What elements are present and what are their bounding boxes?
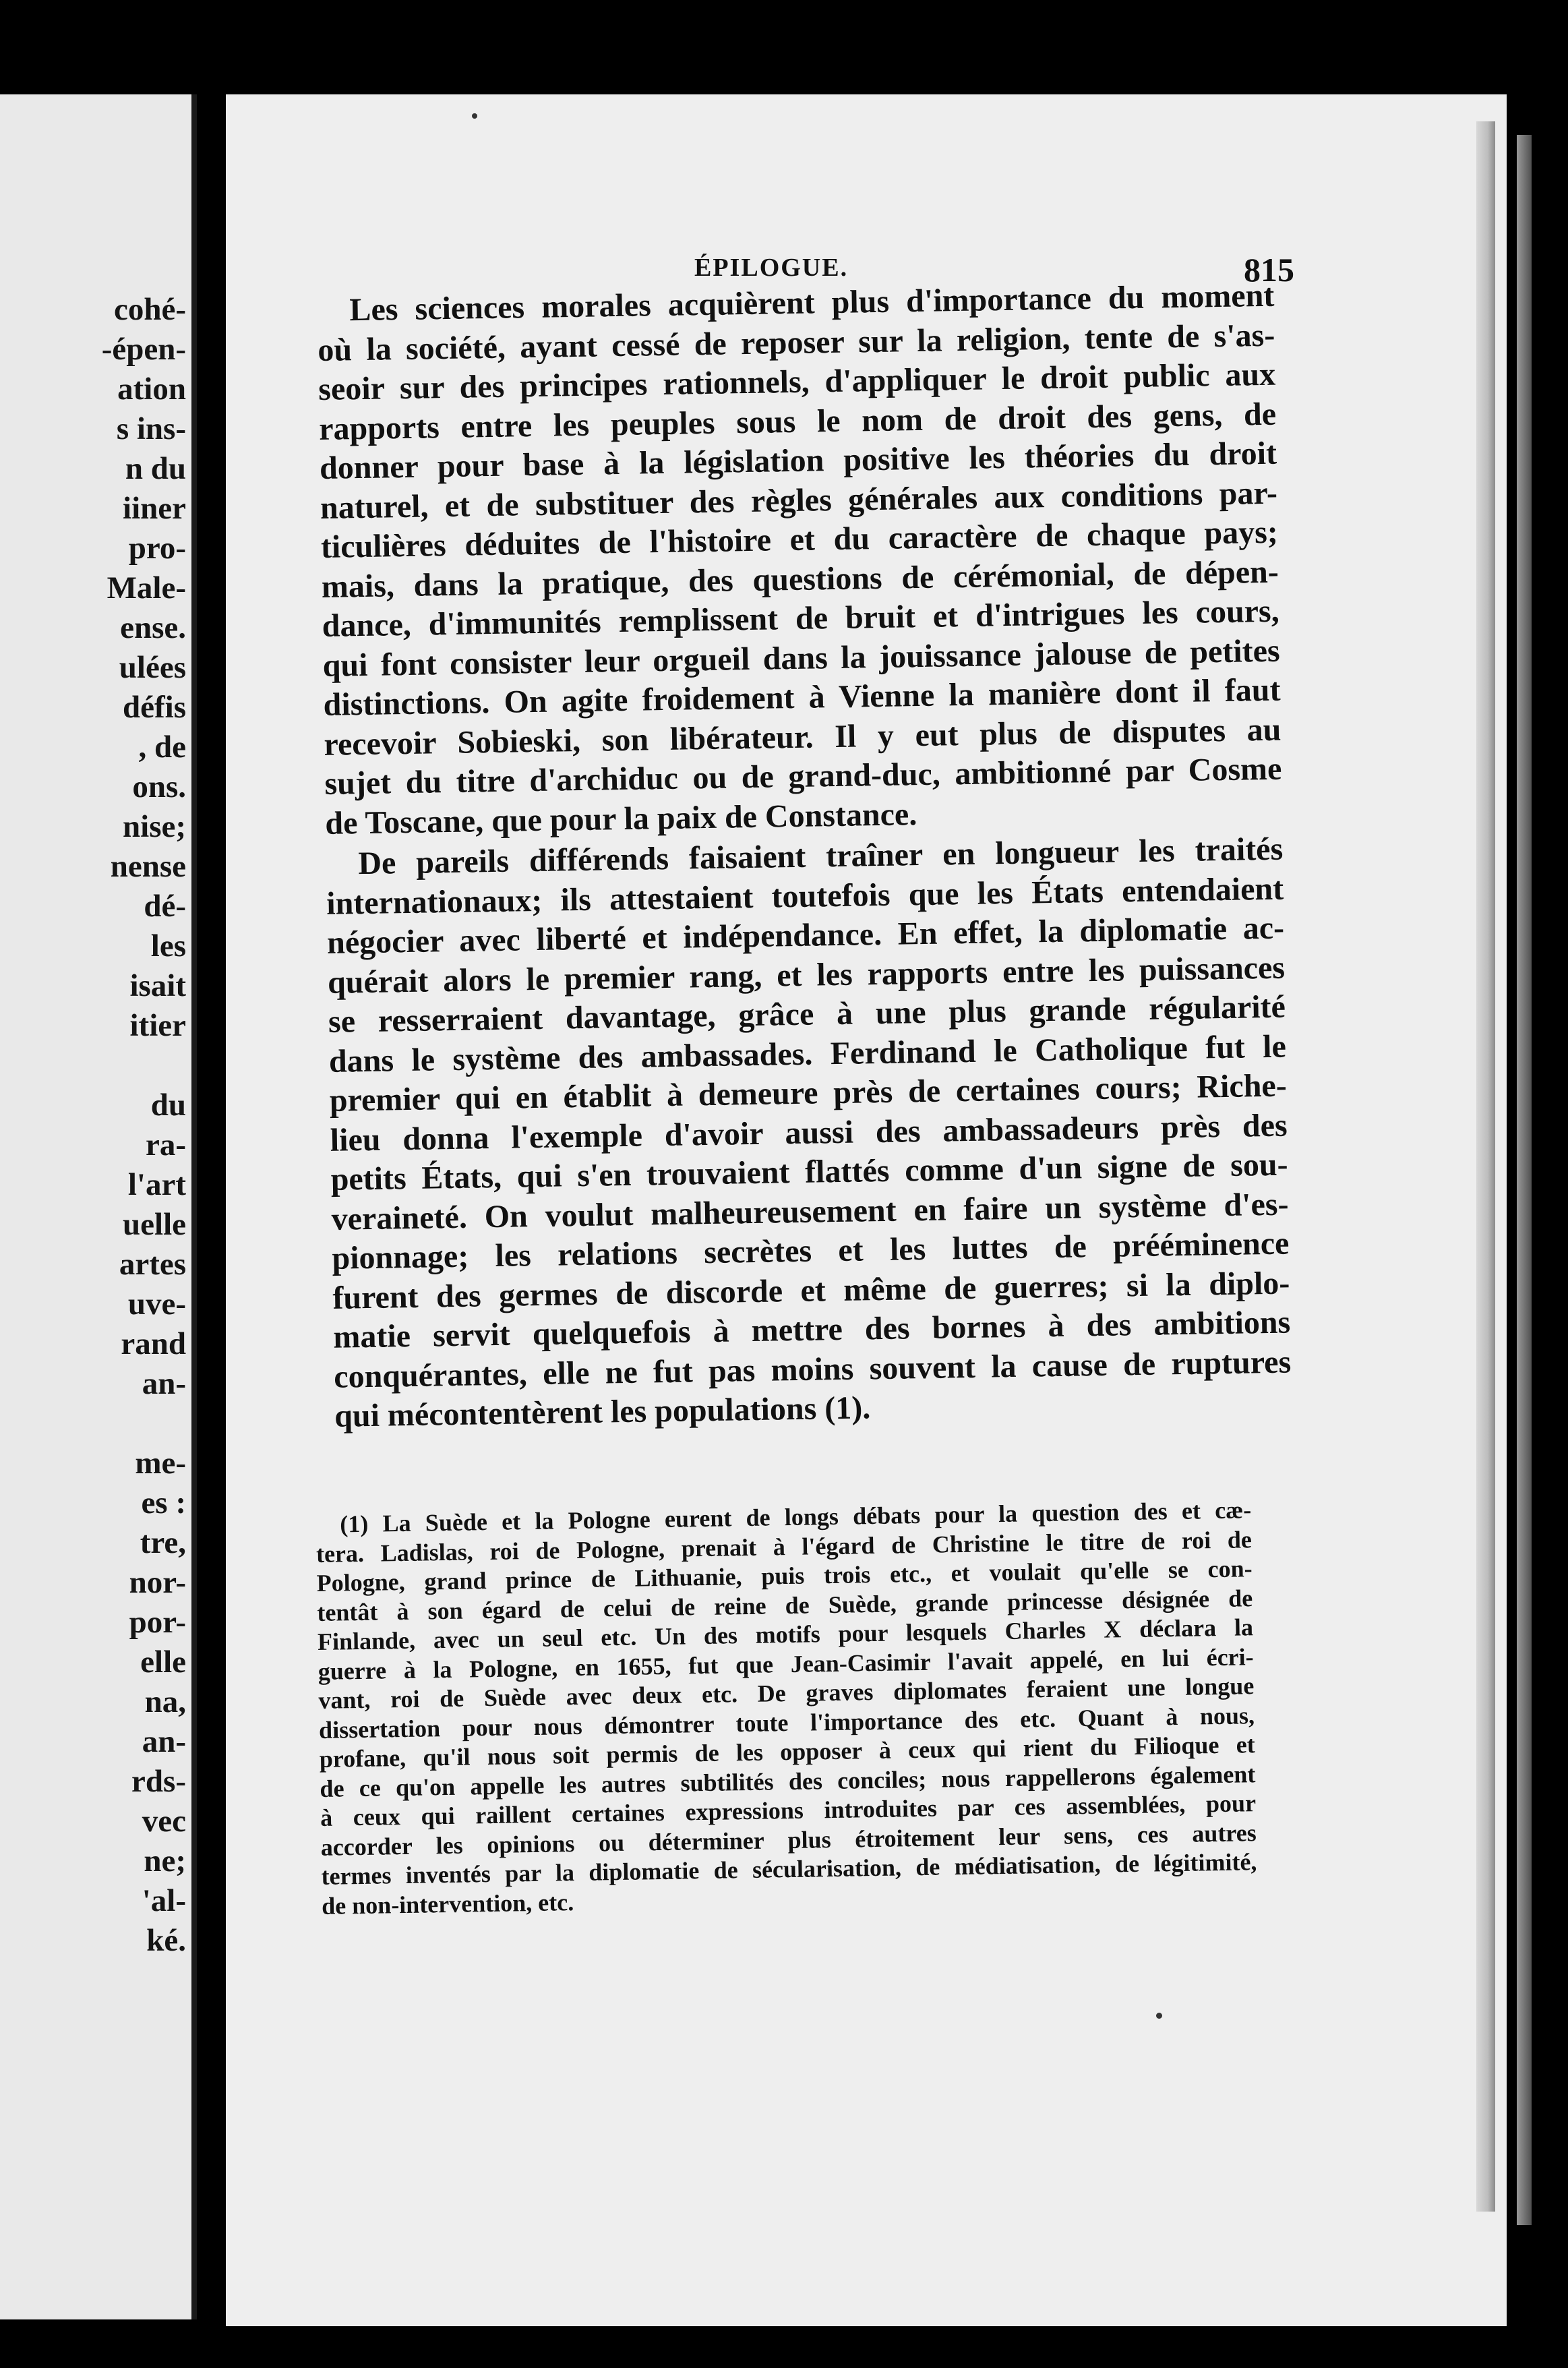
footnote-line: accorder les opinions ou déterminer plus étroitement leur sens, ces autres <box>320 1818 1257 1861</box>
speck <box>472 113 477 119</box>
left-page-line: n du <box>125 451 186 486</box>
text-line: rapports entre les peuples sous le nom de droit des gens, de <box>318 396 1277 447</box>
left-page-line: isait <box>129 968 186 1003</box>
footnote-line: Pologne, grand prince de Lithuanie, puis trois etc., et voulait qu'elle se con- <box>316 1555 1253 1597</box>
left-page-fragments <box>0 290 186 1961</box>
footnote-line: Finlande, avec un seul etc. Un des motifs pour lesquels Charles X déclara la <box>317 1614 1254 1655</box>
left-page-line: elle <box>140 1645 186 1680</box>
left-page-line: pro- <box>128 531 186 566</box>
left-page-line: an- <box>142 1366 186 1401</box>
footnote-line: vant, roi de Suède avec deux etc. De graves diplomates feraient une longue <box>318 1672 1255 1714</box>
left-page-line: , de <box>138 730 186 765</box>
left-page-line: an- <box>142 1724 186 1759</box>
left-page-line <box>0 1046 186 1086</box>
left-page-line: vec <box>142 1804 186 1839</box>
text-line: dans le système des ambassades. Ferdinand le Catholique fut le <box>328 1028 1287 1079</box>
left-page-line: itier <box>129 1008 186 1043</box>
left-page-line: nense <box>110 849 186 884</box>
left-page-line: uve- <box>127 1286 186 1322</box>
left-page-line: por- <box>129 1605 186 1640</box>
text-line: dance, d'immunités remplissent de bruit et d'intrigues les cours, <box>322 593 1280 644</box>
text-line: négocier avec liberté et indépendance. En effet, la diplomatie ac- <box>326 910 1285 961</box>
left-page-line: ulées <box>119 650 186 685</box>
footnote-line: tera. Ladislas, roi de Pologne, prenait à l'égard de Christine le titre de roi de <box>315 1525 1253 1568</box>
text-line: petits États, qui s'en trouvaient flattés comme d'un signe de sou- <box>330 1146 1288 1197</box>
page-number: 815 <box>1244 251 1294 289</box>
text-line: quérait alors le premier rang, et les rapports entre les puissances <box>327 949 1286 1001</box>
text-line: conquérantes, elle ne fut pas moins souvent la cause de ruptures <box>333 1344 1292 1395</box>
footnote-line: termes inventés par la diplomatie de sécularisation, de médiatisation, de légitimité, <box>321 1848 1257 1890</box>
left-page-line: du <box>150 1088 186 1123</box>
footnote <box>315 1496 1257 1921</box>
speck <box>1156 2013 1162 2019</box>
footnote-line: profane, qu'il nous soit permis de les opposer à ceux qui rient du Filioque et <box>319 1731 1255 1773</box>
text-line: mais, dans la pratique, des questions de cérémonial, de dépen- <box>321 554 1279 605</box>
footnote-line: dissertation pour nous démontrer toute l'importance des etc. Quant à nous, <box>318 1701 1255 1744</box>
left-page-line: tre, <box>140 1525 186 1560</box>
text-line: distinctions. On agite froidement à Vienne la manière dont il faut <box>323 672 1281 723</box>
footnote-line: tentât à son égard de celui de reine de Suède, grande princesse désignée de <box>317 1584 1253 1626</box>
main-text <box>317 276 1292 1437</box>
text-line: où la société, ayant cessé de reposer sur la religion, tente de s'as- <box>317 317 1275 368</box>
left-page-line: ense. <box>120 610 186 645</box>
text-line: ticulières déduites de l'histoire et du caractère de chaque pays; <box>320 514 1279 565</box>
left-page-line: artes <box>119 1247 186 1282</box>
footnote-line: de non-intervention, etc. <box>321 1888 574 1920</box>
text-line: internationaux; ils attestaient toutefois que les États entendaient <box>326 870 1284 922</box>
left-page-line: 'al- <box>142 1883 186 1918</box>
footnote-line: (1) La Suède et la Pologne eurent de longs débats pour la question des et cæ- <box>340 1496 1252 1538</box>
text-line: veraineté. On voulut malheureusement en faire un système d'es- <box>331 1186 1289 1237</box>
text-line: seoir sur des principes rationnels, d'appliquer le droit public aux <box>318 356 1276 407</box>
text-line: pionnage; les relations secrètes et les luttes de prééminence <box>332 1225 1290 1276</box>
left-page-line: rds- <box>131 1764 186 1799</box>
left-page-line: ation <box>117 372 186 407</box>
left-page-line: es : <box>141 1485 186 1520</box>
left-page-line: ké. <box>146 1923 186 1958</box>
text-line: lieu donna l'exemple d'avoir aussi des ambassadeurs près des <box>330 1107 1288 1158</box>
left-page-gutter <box>191 94 197 2319</box>
left-page-line: -épen- <box>101 332 186 367</box>
left-page-line: iiner <box>123 491 186 526</box>
left-page-line: dé- <box>144 889 186 924</box>
text-line: matie servit quelquefois à mettre des bornes à des ambitions <box>332 1304 1291 1355</box>
left-page-line: ra- <box>145 1127 186 1162</box>
left-page-line: Male- <box>107 570 186 605</box>
page-edge-shadow <box>1476 121 1495 2212</box>
text-line: qui mécontentèrent les populations (1). <box>334 1390 871 1434</box>
left-page-line: uelle <box>123 1207 186 1242</box>
left-page-line: s ins- <box>116 411 186 446</box>
text-line: donner pour base à la législation positive les théories du droit <box>319 435 1277 486</box>
text-line: recevoir Sobieski, son libérateur. Il y eut plus de disputes au <box>324 711 1281 763</box>
page-stack-edge <box>1517 135 1532 2225</box>
left-page-line: ons. <box>132 769 186 804</box>
footnote-line: à ceux qui raillent certaines expressions introduites par ces assemblées, pour <box>320 1789 1257 1831</box>
left-page-line: ne; <box>144 1843 186 1878</box>
left-page-line: défis <box>123 690 186 725</box>
text-line: se resserraient davantage, grâce à une plus grande régularité <box>328 988 1286 1040</box>
left-page-line: nise; <box>123 809 186 844</box>
left-page-line: l'art <box>127 1167 186 1202</box>
left-page-line: na, <box>144 1684 186 1719</box>
text-line: sujet du titre d'archiduc ou de grand-duc, ambitionné par Cosme <box>324 750 1282 802</box>
running-head: ÉPILOGUE. <box>694 254 849 282</box>
text-line: premier qui en établit à demeure près de certaines cours; Riche- <box>329 1067 1288 1119</box>
left-page-line: rand <box>121 1326 186 1361</box>
left-page-line <box>0 1404 186 1444</box>
text-line: de Toscane, que pour la paix de Constance. <box>324 796 917 841</box>
left-page-line: les <box>150 928 186 964</box>
left-page-line: cohé- <box>113 292 186 327</box>
text-line: qui font consister leur orgueil dans la jouissance jalouse de petites <box>322 632 1280 684</box>
footnote-line: guerre à la Pologne, en 1655, fut que Jean-Casimir l'avait appelé, en lui écri- <box>318 1642 1254 1685</box>
text-line: De pareils différends faisaient traîner en longueur les traités <box>357 831 1284 882</box>
text-line: Les sciences morales acquièrent plus d'importance du moment <box>349 277 1275 328</box>
text-line: furent des germes de discorde et même de guerres; si la diplo- <box>332 1265 1290 1316</box>
left-page-line: nor- <box>129 1565 186 1600</box>
footnote-line: de ce qu'on appelle les autres subtilités des conciles; nous rappellerons également <box>320 1760 1256 1802</box>
text-line: naturel, et de substituer des règles générales aux conditions par- <box>320 475 1278 526</box>
left-facing-page <box>0 94 197 2319</box>
left-page-line: me- <box>135 1446 186 1481</box>
